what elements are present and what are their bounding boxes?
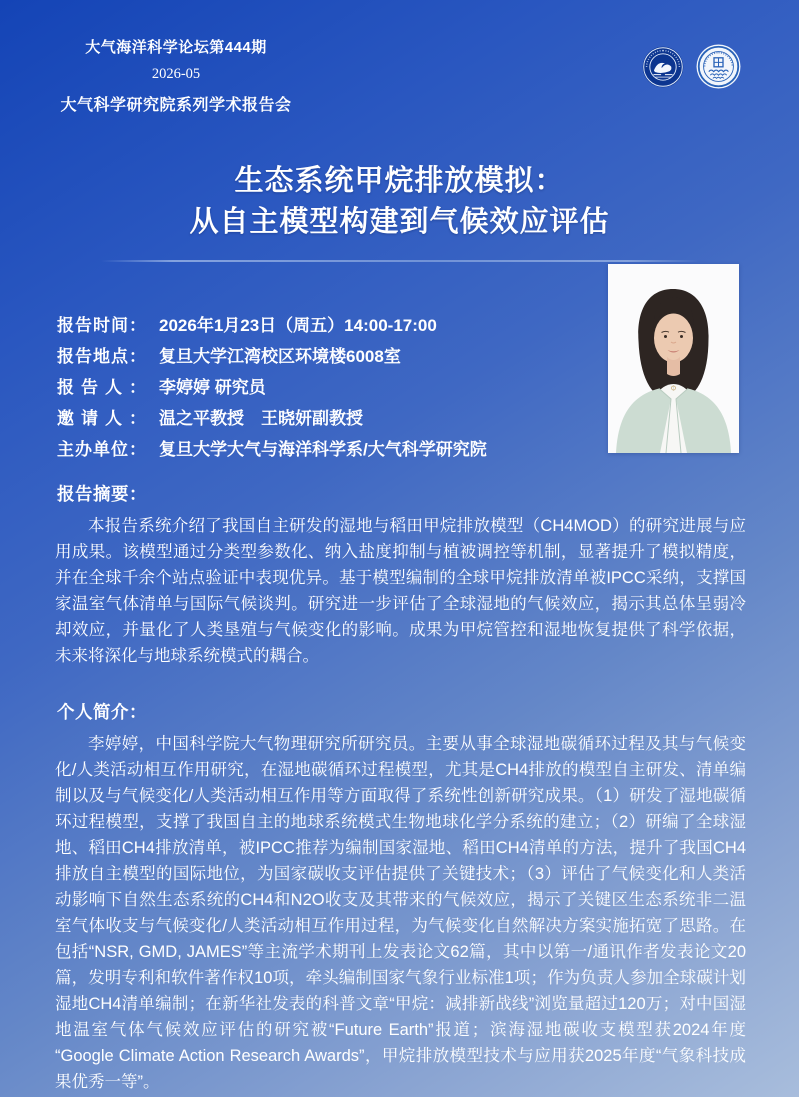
speaker-photo [608, 264, 739, 453]
issue-number: 2026-05 [151, 66, 201, 82]
title-line-2: 从自主模型构建到气候效应评估 [189, 206, 610, 239]
bio-section [0, 699, 799, 1095]
series-info-block [60, 36, 292, 115]
abstract-heading: 报告摘要： [57, 484, 147, 505]
info-row-host [57, 403, 597, 434]
series-subtitle: 大气科学研究院系列学术报告会 [60, 97, 292, 114]
event-details [57, 310, 597, 465]
info-value: 复旦大学大气与海洋科学系/大气科学研究院 [159, 440, 487, 460]
info-label: 报告地点： [57, 347, 146, 367]
info-row-location [57, 341, 597, 372]
info-label: 报告时间： [57, 316, 146, 336]
title-line-1: 生态系统甲烷排放模拟： [234, 165, 565, 197]
info-value: 李婷婷 研究员 [159, 378, 266, 398]
abstract-section [0, 481, 799, 669]
info-label: 报告人： [57, 378, 146, 398]
poster-title [30, 161, 769, 243]
info-value: 复旦大学江湾校区环境楼6008室 [159, 347, 401, 367]
abstract-text: 本报告系统介绍了我国自主研发的湿地与稻田甲烷排放模型（CH4MOD）的研究进展与应用成果。该模型通过分类型参数化、纳入盐度抑制与植被调控等机制，显著提升了模拟精度，并在全球千余个站点验证中表现优异。基于模型编制的全球甲烷排放清单被IPCC采纳，支撑国家温室气体清单与国际气候谈判。研究进一步评估了全球湿地的气候效应，揭示其总体呈弱冷却效应，并量化了人类垦殖与气候变化的影响。成果为甲烷管控和湿地恢复提供了科学依据，未来将深化与地球系统模式的耦合。 [55, 517, 746, 666]
info-row-time [57, 310, 597, 341]
info-value: 2026年1月23日（周五）14:00-17:00 [159, 316, 437, 336]
info-value: 温之平教授 王晓妍副教授 [159, 409, 363, 429]
department-seal-icon [642, 46, 684, 88]
title-divider [101, 260, 699, 262]
poster-header [0, 0, 799, 115]
info-label: 主办单位： [57, 440, 146, 460]
info-label: 邀请人： [57, 409, 146, 429]
bio-text: 李婷婷，中国科学院大气物理研究所研究员。主要从事全球湿地碳循环过程及其与气候变化/人类活动相互作用研究，在湿地碳循环过程模型，尤其是CH4排放的模型自主研发、清单编制以及与气候变化/人类活动相互作用等方面取得了系统性创新研究成果。（1）研发了湿地碳循环过程模型，支撑了我国自主的地球系统模式生物地球化学分系统的建立；（2）研编了全球湿地、稻田CH4排放清单，被IPCC推荐为编制国家湿地、稻田CH4清单的方法，提升了我国CH4排放自主模型的国际地位，为国家碳收支评估提供了关键技术；（3）评估了气候变化和人类活动影响下自然生态系统的CH4和N2O收支及其带来的气候效应，揭示了关键区生态系统非二温室气体收支与气候变化/人类活动相互作用过程，为气候变化自然解决方案实施拓宽了思路。在包括“NSR, GMD, JAMES”等主流学术期刊上发表论文62篇，其中以第一/通讯作者发表论文20篇，发明专利和软件著作权10项，牵头编制国家气象行业标准1项；作为负责人参加全球碳计划湿地CH4清单编制；在新华社发表的科普文章“甲烷：减排新战线”浏览量超过120万；对中国湿地温室气体气候效应评估的研究被“Future Earth”报道；滨海湿地碳收支模型获2024年度“Google Climate Action Research Awards”，甲烷排放模型技术与应用获2025年度“气象科技成果优秀一等”。 [55, 735, 746, 1092]
institute-seal-icon [696, 44, 741, 89]
logo-group [642, 44, 741, 89]
info-row-organizer [57, 434, 597, 465]
info-row-speaker [57, 372, 597, 403]
bio-heading: 个人简介： [57, 702, 147, 723]
forum-series-title: 大气海洋科学论坛第444期 [85, 39, 267, 56]
